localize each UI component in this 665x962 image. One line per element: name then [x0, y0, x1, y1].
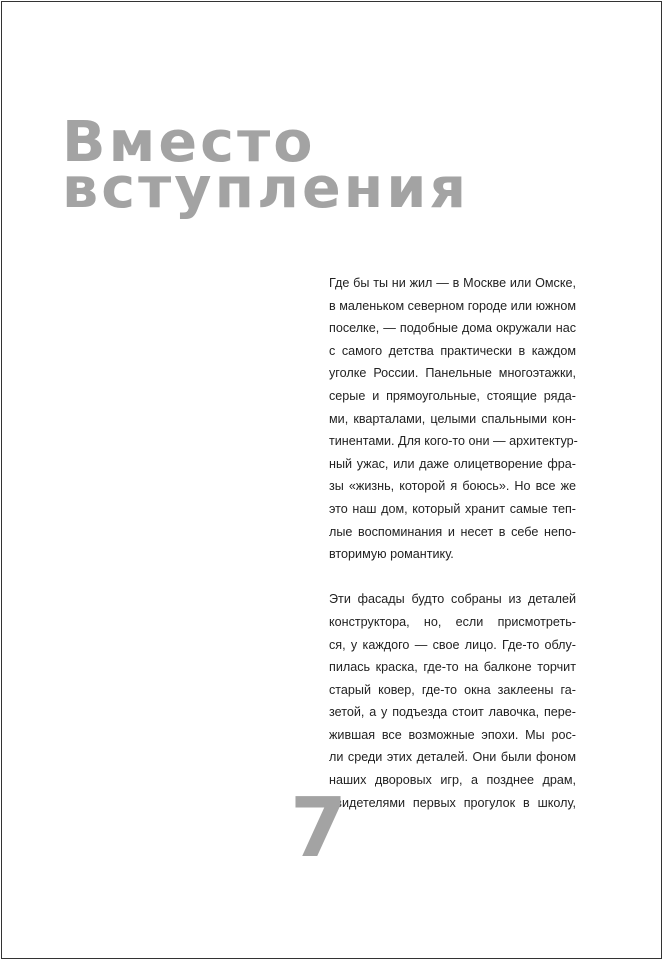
book-page [1, 1, 662, 959]
paragraph [329, 272, 576, 566]
text-line: зы «жизнь, которой я боюсь». Но все же [329, 479, 576, 494]
text-line: свидетелями первых прогулок в школу, [329, 795, 576, 810]
text-line: ми, кварталами, целыми спальными кон- [329, 411, 576, 426]
text-line: ли среди этих деталей. Они были фоном [329, 750, 576, 765]
text-line: ный ужас, или даже олицетворение фра- [329, 456, 576, 471]
text-line: в маленьком северном городе или южном [329, 298, 576, 313]
text-line: тинентами. Для кого-то они — архитектур- [329, 434, 578, 449]
text-line: поселке, — подобные дома окружали нас [329, 321, 576, 336]
text-line: уголке России. Панельные многоэтажки, [329, 366, 576, 381]
text-line: лые воспоминания и несет в себе непо- [329, 524, 576, 539]
body-text [329, 272, 576, 837]
chapter-title-line: Вместо [62, 110, 316, 175]
text-line: серые и прямоугольные, стоящие ряда- [329, 388, 576, 403]
text-line: вторимую романтику. [329, 547, 454, 562]
text-line: конструктора, но, если присмотреть- [329, 614, 576, 629]
page-number: 7 [290, 781, 348, 876]
text-line: с самого детства практически в каждом [329, 343, 576, 358]
text-line: пилась краска, где-то на балконе торчит [329, 660, 576, 675]
text-line: Эти фасады будто собраны из деталей [329, 592, 576, 607]
text-line: ся, у каждого — свое лицо. Где-то облу- [329, 637, 576, 652]
text-line: старый ковер, где-то окна заклеены га- [329, 682, 576, 697]
paragraph [329, 588, 576, 814]
text-line: наших дворовых игр, а позднее драм, [329, 773, 576, 788]
text-line: жившая все возможные эпохи. Мы рос- [329, 727, 576, 742]
chapter-title [62, 110, 470, 221]
text-line: зетой, а у подъезда стоит лавочка, пере- [329, 705, 576, 720]
chapter-title-line: вступления [62, 156, 470, 221]
text-line: Где бы ты ни жил — в Москве или Омске, [329, 276, 576, 290]
text-line: это наш дом, который хранит самые теп- [329, 501, 576, 516]
